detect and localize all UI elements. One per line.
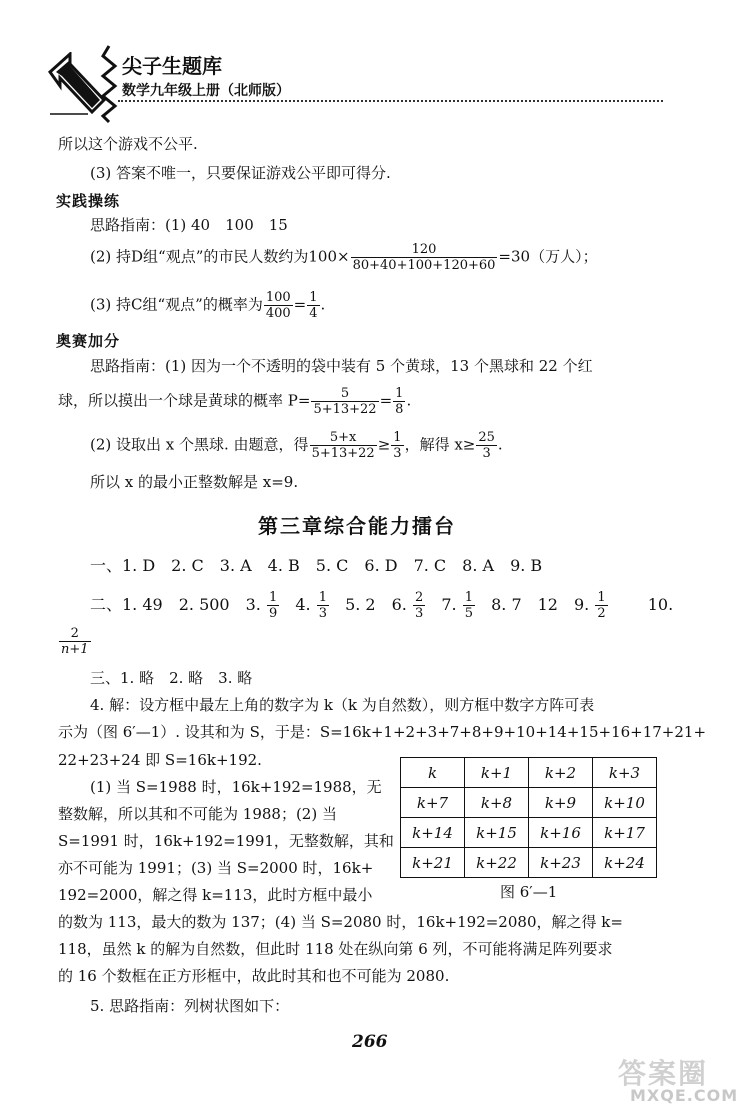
fraction xyxy=(391,430,403,461)
fraction xyxy=(310,430,377,461)
text-line: 思路指南：(1) 因为一个不透明的袋中装有 5 个黄球，13 个黑球和 22 个红 xyxy=(90,357,593,375)
denominator: 400 xyxy=(265,306,291,321)
text-line xyxy=(90,242,598,273)
text-span: ≥ xyxy=(377,435,391,454)
text-line: 示为（图 6′—1）. 设其和为 S，于是：S=16k+1+2+3+7+8+9+10+14+15+16+17+21+ xyxy=(58,723,707,741)
numerator: 2 xyxy=(59,626,91,642)
text-span: 7. xyxy=(441,595,457,614)
table-row xyxy=(401,788,657,818)
table-row xyxy=(401,818,657,848)
denominator: 3 xyxy=(482,446,491,461)
section-heading: 实践操练 xyxy=(56,192,121,210)
table-cell: k+2 xyxy=(529,758,593,788)
fraction xyxy=(351,242,498,273)
text-line: (1) 当 S=1988 时，16k+192=1988，无 xyxy=(90,778,382,796)
text-span: 4. xyxy=(295,595,311,614)
figure-caption: 图 6′—1 xyxy=(500,883,558,901)
table-cell: k+7 xyxy=(401,788,465,818)
table-row xyxy=(401,758,657,788)
denominator: 5 xyxy=(464,606,473,621)
text-line xyxy=(58,386,411,417)
text-line xyxy=(90,290,325,321)
numerator: 100 xyxy=(265,290,291,305)
header-dotted-rule xyxy=(118,100,663,102)
text-span: = xyxy=(379,391,393,410)
fraction xyxy=(311,386,378,417)
answer-line-part3: 三、1. 略 2. 略 3. 略 xyxy=(90,669,253,687)
text-line: (3) 答案不唯一，只要保证游戏公平即可得分. xyxy=(90,164,391,182)
numerator: 1 xyxy=(268,590,278,605)
text-line: 的数为 113，最大的数为 137；(4) 当 S=2080 时，16k+192=2080，解之得 k= xyxy=(58,913,623,931)
numerator: 5+x xyxy=(310,430,377,446)
table-cell: k+24 xyxy=(593,848,657,878)
fraction xyxy=(413,590,425,621)
numerator: 1 xyxy=(395,386,404,401)
chapter-title: 第三章综合能力擂台 xyxy=(258,514,456,538)
denominator: 3 xyxy=(318,606,327,621)
text-span: (2) 设取出 x 个黑球. 由题意，得 xyxy=(90,435,309,454)
denominator: 4 xyxy=(309,306,318,321)
text-line: 亦不可能为 1991；(3) 当 S=2000 时，16k+ xyxy=(58,859,374,877)
numerator: 120 xyxy=(351,242,498,258)
table-cell: k+10 xyxy=(593,788,657,818)
numerator: 5 xyxy=(311,386,378,402)
book-stack-icon xyxy=(100,44,118,124)
denominator: 3 xyxy=(393,446,402,461)
text-line: 192=2000，解之得 k=113，此时方框中最小 xyxy=(58,886,373,904)
fraction xyxy=(264,290,293,321)
text-span: . xyxy=(406,391,412,410)
text-span: 8. 7 12 9. xyxy=(491,595,590,614)
table-cell: k+3 xyxy=(593,758,657,788)
text-line: 118，虽然 k 的解为自然数，但此时 118 处在纵向第 6 列，不可能将满足阵列要求 xyxy=(58,940,613,958)
denominator: 3 xyxy=(414,606,424,621)
denominator: 5+13+22 xyxy=(313,402,377,417)
numerator: 1 xyxy=(318,590,327,605)
text-line: 4. 解：设方框中最左上角的数字为 k（k 为自然数），则方框中数字方阵可表 xyxy=(90,696,595,714)
table-cell: k+17 xyxy=(593,818,657,848)
text-line: 所以这个游戏不公平. xyxy=(58,135,198,153)
answer-line-part1: 一、1. D 2. C 3. A 4. B 5. C 6. D 7. C 8. A 9. B xyxy=(90,556,543,575)
table-cell: k xyxy=(401,758,465,788)
denominator: 2 xyxy=(597,606,606,621)
table-row xyxy=(401,848,657,878)
header-subtitle: 数学九年级上册（北师版） xyxy=(122,83,290,99)
denominator: n+1 xyxy=(61,642,89,657)
table-cell: k+8 xyxy=(465,788,529,818)
text-line: 的 16 个数框在正方形框中，故此时其和也不可能为 2080. xyxy=(58,967,450,985)
numerator: 1 xyxy=(393,430,402,445)
denominator: 9 xyxy=(268,606,278,621)
fraction xyxy=(317,590,329,621)
table-cell: k+16 xyxy=(529,818,593,848)
text-line: 思路指南：(1) 40 100 15 xyxy=(90,216,288,234)
text-line: 22+23+24 即 S=16k+192. xyxy=(58,751,262,769)
table-cell: k+14 xyxy=(401,818,465,848)
fraction xyxy=(267,590,279,621)
fraction xyxy=(476,430,497,461)
text-span: ，解得 x≥ xyxy=(404,435,476,454)
text-span: 5. 2 6. xyxy=(345,595,407,614)
text-span: = xyxy=(293,295,307,314)
text-span: . xyxy=(320,295,326,314)
fraction xyxy=(463,590,475,621)
text-span: (3) 持C组“观点”的概率为 xyxy=(90,295,263,314)
page-number: 266 xyxy=(352,1032,388,1052)
number-grid-table xyxy=(400,757,657,878)
text-span: (2) 持D组“观点”的市民人数约为100× xyxy=(90,247,350,266)
numerator: 1 xyxy=(597,590,606,605)
text-line: 整数解，所以其和不可能为 1988；(2) 当 xyxy=(58,805,337,823)
text-line: 5. 思路指南：列树状图如下： xyxy=(90,997,290,1015)
fraction xyxy=(393,386,405,417)
text-span: 球，所以摸出一个球是黄球的概率 P= xyxy=(58,391,311,410)
text-line xyxy=(90,430,503,461)
table-cell: k+9 xyxy=(529,788,593,818)
answer-line-part2 xyxy=(90,590,673,621)
text-span: . xyxy=(497,435,503,454)
watermark-url: MXQE.COM xyxy=(630,1086,739,1105)
table-cell: k+1 xyxy=(465,758,529,788)
table-cell: k+15 xyxy=(465,818,529,848)
table-cell: k+23 xyxy=(529,848,593,878)
fraction xyxy=(595,590,607,621)
denominator: 5+13+22 xyxy=(311,446,375,461)
text-span: 10. xyxy=(647,595,674,614)
fraction xyxy=(59,626,91,657)
answer-line-continuation xyxy=(58,626,92,657)
numerator: 1 xyxy=(309,290,318,305)
denominator: 80+40+100+120+60 xyxy=(352,258,496,273)
denominator: 8 xyxy=(395,402,404,417)
table-cell: k+21 xyxy=(401,848,465,878)
section-heading: 奥赛加分 xyxy=(56,332,121,350)
watermark-text: 答案圈 xyxy=(618,1057,709,1090)
numerator: 1 xyxy=(464,590,473,605)
text-line: 所以 x 的最小正整数解是 x=9. xyxy=(90,473,299,491)
text-line: S=1991 时，16k+192=1991，无整数解，其和 xyxy=(58,832,394,850)
text-span: =30（万人）； xyxy=(498,247,598,266)
table-cell: k+22 xyxy=(465,848,529,878)
header-title: 尖子生题库 xyxy=(122,54,222,78)
numerator: 25 xyxy=(478,430,495,445)
text-span: 二、1. 49 2. 500 3. xyxy=(90,595,261,614)
numerator: 2 xyxy=(414,590,424,605)
fraction xyxy=(307,290,319,321)
